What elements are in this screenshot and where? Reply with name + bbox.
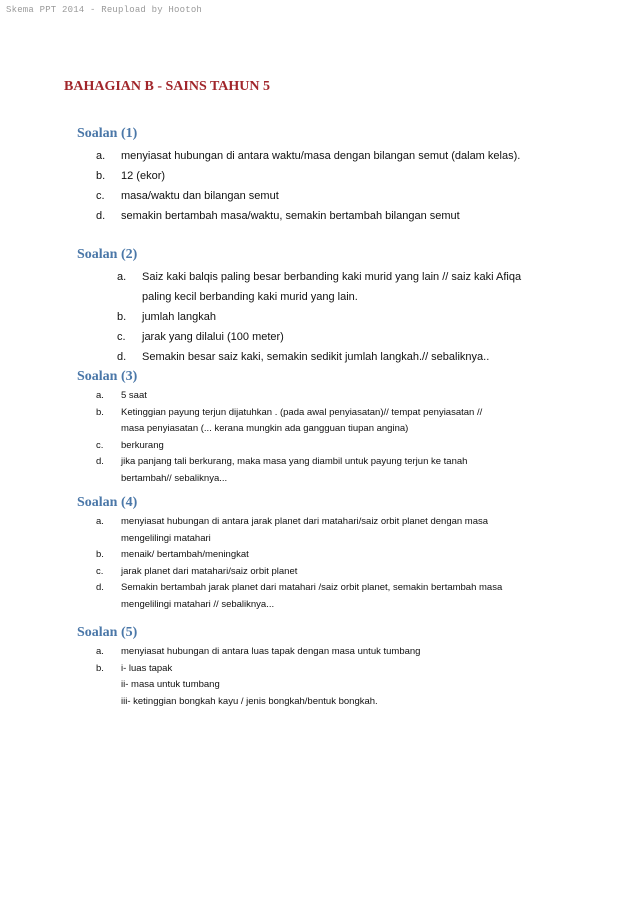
answer-item [96, 388, 482, 405]
answer-label: b. [96, 406, 104, 418]
section-soalan-1 [77, 125, 520, 226]
answer-item [96, 166, 520, 186]
section-soalan-4 [77, 494, 502, 613]
answer-item [96, 206, 520, 226]
section-soalan-2 [77, 246, 521, 367]
answer-label: d. [96, 582, 104, 593]
answer-text [142, 307, 521, 327]
answer-item [117, 307, 521, 327]
answer-item [117, 327, 521, 347]
answer-line: masa penyiasatan (... kerana mungkin ada gangguan tiupan angina) [121, 423, 409, 434]
answer-text [121, 146, 520, 166]
answer-line: jumlah langkah [142, 311, 216, 323]
answer-item [96, 564, 502, 581]
answer-item [96, 454, 482, 487]
answer-item [96, 186, 520, 206]
answer-label: c. [96, 565, 104, 577]
answer-text [142, 327, 521, 347]
answer-text [121, 580, 502, 613]
answer-item [117, 347, 521, 367]
answer-list [117, 267, 521, 367]
answer-line: Semakin besar saiz kaki, semakin sedikit jumlah langkah.// sebaliknya.. [142, 351, 490, 363]
answer-line: semakin bertambah masa/waktu, semakin bertambah bilangan semut [121, 210, 460, 222]
answer-label: b. [96, 662, 104, 674]
answer-label: d. [96, 210, 106, 222]
answer-item [96, 644, 420, 661]
answer-label: a. [96, 150, 106, 162]
answer-item [117, 267, 521, 307]
answer-text [121, 454, 482, 487]
answer-text [121, 644, 420, 661]
answer-line: iii- ketinggian bongkah kayu / jenis bongkah/bentuk bongkah. [121, 695, 378, 707]
answer-line: jika panjang tali berkurang, maka masa yang diambil untuk payung terjun ke tanah [121, 456, 468, 467]
answer-label: a. [96, 390, 104, 401]
answer-line: menyiasat hubungan di antara luas tapak dengan masa untuk tumbang [121, 646, 421, 657]
answer-text [142, 347, 521, 367]
section-title: Soalan (3) [77, 369, 138, 384]
answer-line: masa/waktu dan bilangan semut [121, 190, 279, 202]
answer-line: menaik/ bertambah/meningkat [121, 549, 249, 560]
answer-line: jarak planet dari matahari/saiz orbit planet [121, 565, 298, 577]
answer-text [121, 514, 502, 547]
answer-label: c. [96, 190, 105, 202]
answer-label: b. [96, 549, 104, 560]
answer-line: i- luas tapak [121, 662, 173, 674]
section-title: Soalan (4) [77, 495, 138, 510]
answer-line: mengelilingi matahari // sebaliknya... [121, 598, 275, 610]
answer-line: Ketinggian payung terjun dijatuhkan . (pada awal penyiasatan)// tempat penyiasatan // [121, 406, 483, 418]
answer-line: mengelilingi matahari [121, 532, 211, 544]
page-title: BAHAGIAN B - SAINS TAHUN 5 [64, 79, 271, 94]
answer-text [121, 547, 502, 564]
answer-item [96, 514, 502, 547]
answer-label: c. [117, 331, 126, 343]
answer-line: 5 saat [121, 390, 147, 401]
answer-label: d. [117, 351, 127, 363]
answer-text [142, 267, 521, 307]
answer-label: c. [96, 439, 104, 451]
answer-text [121, 186, 520, 206]
answer-line: paling kecil berbanding kaki murid yang lain. [142, 291, 358, 303]
answer-list [96, 388, 482, 487]
section-soalan-5 [77, 624, 420, 710]
answer-list [96, 514, 502, 613]
answer-line: menyiasat hubungan di antara jarak planet dari matahari/saiz orbit planet dengan masa [121, 516, 489, 527]
answer-text [121, 388, 482, 405]
answer-item [96, 547, 502, 564]
watermark-text: Skema PPT 2014 - Reupload by Hootoh [6, 5, 203, 15]
section-title: Soalan (5) [77, 625, 138, 640]
section-title: Soalan (2) [77, 247, 138, 262]
answer-line: Saiz kaki balqis paling besar berbanding kaki murid yang lain // saiz kaki Afiqa [142, 271, 522, 283]
answer-line: 12 (ekor) [121, 170, 166, 182]
section-title: Soalan (1) [77, 126, 138, 141]
answer-label: d. [96, 456, 104, 467]
answer-text [121, 564, 502, 581]
answer-text [121, 206, 520, 226]
answer-label: b. [96, 170, 106, 182]
answer-text [121, 405, 482, 438]
answer-text [121, 661, 420, 711]
answer-text [121, 166, 520, 186]
answer-item [96, 405, 482, 438]
answer-item [96, 438, 482, 455]
answer-label: a. [96, 646, 104, 657]
answer-item [96, 661, 420, 711]
answer-list [96, 146, 520, 226]
answer-list [96, 644, 420, 710]
answer-label: b. [117, 311, 127, 323]
answer-item [96, 146, 520, 166]
answer-line: menyiasat hubungan di antara waktu/masa dengan bilangan semut (dalam kelas). [121, 150, 521, 162]
answer-text [121, 438, 482, 455]
answer-line: berkurang [121, 439, 164, 451]
answer-line: jarak yang dilalui (100 meter) [142, 331, 284, 343]
answer-item [96, 580, 502, 613]
answer-line: ii- masa untuk tumbang [121, 679, 220, 690]
answer-label: a. [96, 516, 104, 527]
answer-label: a. [117, 271, 127, 283]
answer-line: Semakin bertambah jarak planet dari matahari /saiz orbit planet, semakin bertambah masa [121, 582, 503, 593]
answer-line: bertambah// sebaliknya... [121, 472, 228, 484]
section-soalan-3 [77, 368, 482, 487]
